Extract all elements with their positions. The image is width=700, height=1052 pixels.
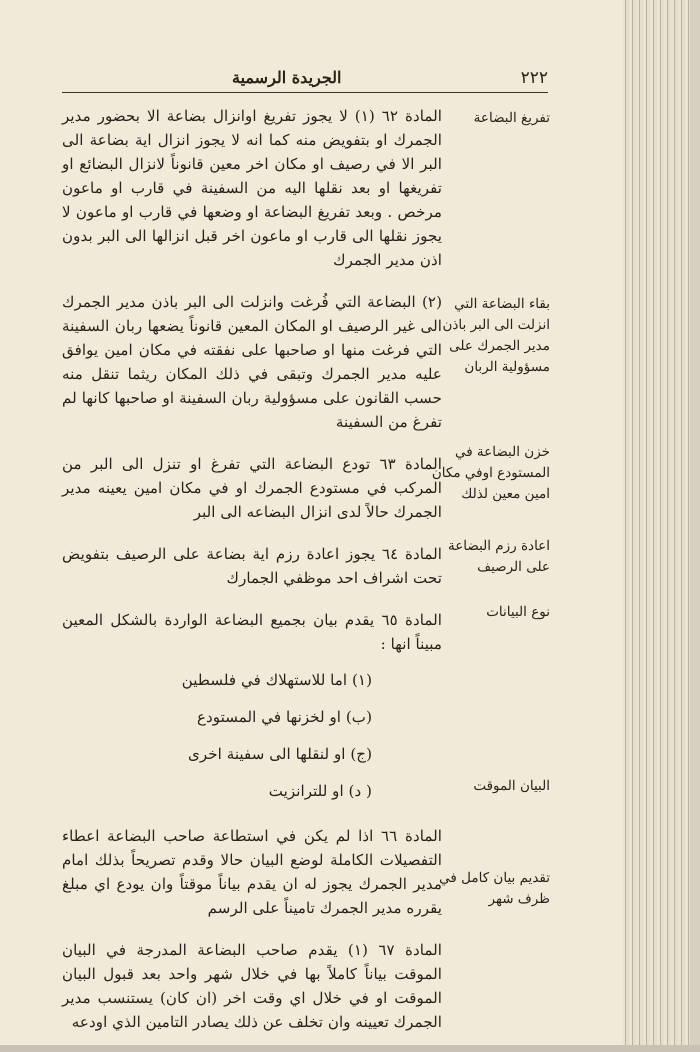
- margin-note: تقديم بيان كامل في ظرف شهر: [439, 870, 550, 907]
- page-number: ٢٢٢: [520, 68, 548, 88]
- article-63: المادة ٦٣ تودع البضاعة التي تفرغ او تنزل الى البر من المركب في مستودع الجمرك او في مكان امين يعينه مدير الجمرك حالاً لدى انزال البضاعه الى البر: [62, 455, 442, 521]
- article-62-2: (٢) البضاعة التي فُرغت وانزلت الى البر باذن مدير الجمرك الى غير الرصيف او المكان المعين قانوناً يضعها ربان السفينة التي فرغت منها او صاحبها على نفقته في مكان امين يوافق عليه مدير الجمرك وتبقى في ذلك المكان ريثما تنقل منه حسب القانون على مسؤولية ربان السفينة او صاحبها كانها لم تفرغ من السفينة: [62, 293, 442, 431]
- margin-note: تفريغ البضاعة: [473, 110, 550, 126]
- margin-note: البيان الموقت: [473, 778, 550, 794]
- article-65: المادة ٦٥ يقدم بيان بجميع البضاعة الواردة بالشكل المعين مبيناً انها :: [62, 611, 442, 653]
- book-edge: [690, 0, 700, 1045]
- article-65-list: [62, 662, 372, 810]
- article-62-1: المادة ٦٢ (١) لا يجوز تفريغ اوانزال بضاعة الا بحضور مدير الجمرك او بتفويض منه كما انه لا يجوز انزال اية بضاعة الى البر الا في رصيف او مكان اخر معين قانوناً لانزال البضائع او تفريغها او بعد نقلها اليه من السفينة في قارب او ماعون مرخص . وبعد تفريغ البضاعة او وضعها في قارب او ماعون لا يجوز نقلها الى قارب او ماعون اخر قبل انزالها الى البر بدون اذن مدير الجمرك: [62, 107, 442, 269]
- article-64: المادة ٦٤ يجوز اعادة رزم اية بضاعة على الرصيف بتفويض تحت اشراف احد موظفي الجمارك: [62, 545, 442, 587]
- margin-note: خزن البضاعة في المستودع اوفي مكان امين معين لذلك: [431, 444, 550, 502]
- running-header: [62, 66, 548, 93]
- article-67: المادة ٦٧ (١) يقدم صاحب البضاعة المدرجة في البيان الموقت بياناً كاملاً بها في خلال شهر واحد بعد قبول البيان الموقت او في خلال اي وقت اخر (ان كان) يستنسب مدير الجمرك تعيينه وان تخلف عن ذلك يصادر التامين الذي اودعه: [62, 941, 442, 1031]
- list-item: (ج) او لنقلها الى سفينة اخرى: [188, 745, 372, 763]
- journal-title: الجريدة الرسمية: [232, 68, 342, 87]
- list-item: (ب) او لخزنها في المستودع: [196, 708, 372, 726]
- margin-note: نوع البيانات: [486, 604, 550, 620]
- margin-note: بقاء البضاعة التي انزلت الى البر باذن مدير الجمرك على مسؤولية الربان: [442, 296, 550, 375]
- margin-note: اعادة رزم البضاعة على الرصيف: [447, 538, 550, 575]
- body-text: [62, 104, 442, 1052]
- article-66: المادة ٦٦ اذا لم يكن في استطاعة صاحب البضاعة اعطاء التفصيلات الكاملة لوضع البيان حالا وقدم تصريحاً بذلك امام مدير الجمرك يجوز له ان يقدم بياناً موقتاً وان يودع اي مبلغ يقرره مدير الجمرك تاميناً على الرسم: [62, 827, 442, 917]
- list-item: (١) اما للاستهلاك في فلسطين: [181, 671, 372, 689]
- list-item: ( د) او للترانزيت: [268, 782, 372, 800]
- page-edges: [622, 0, 700, 1045]
